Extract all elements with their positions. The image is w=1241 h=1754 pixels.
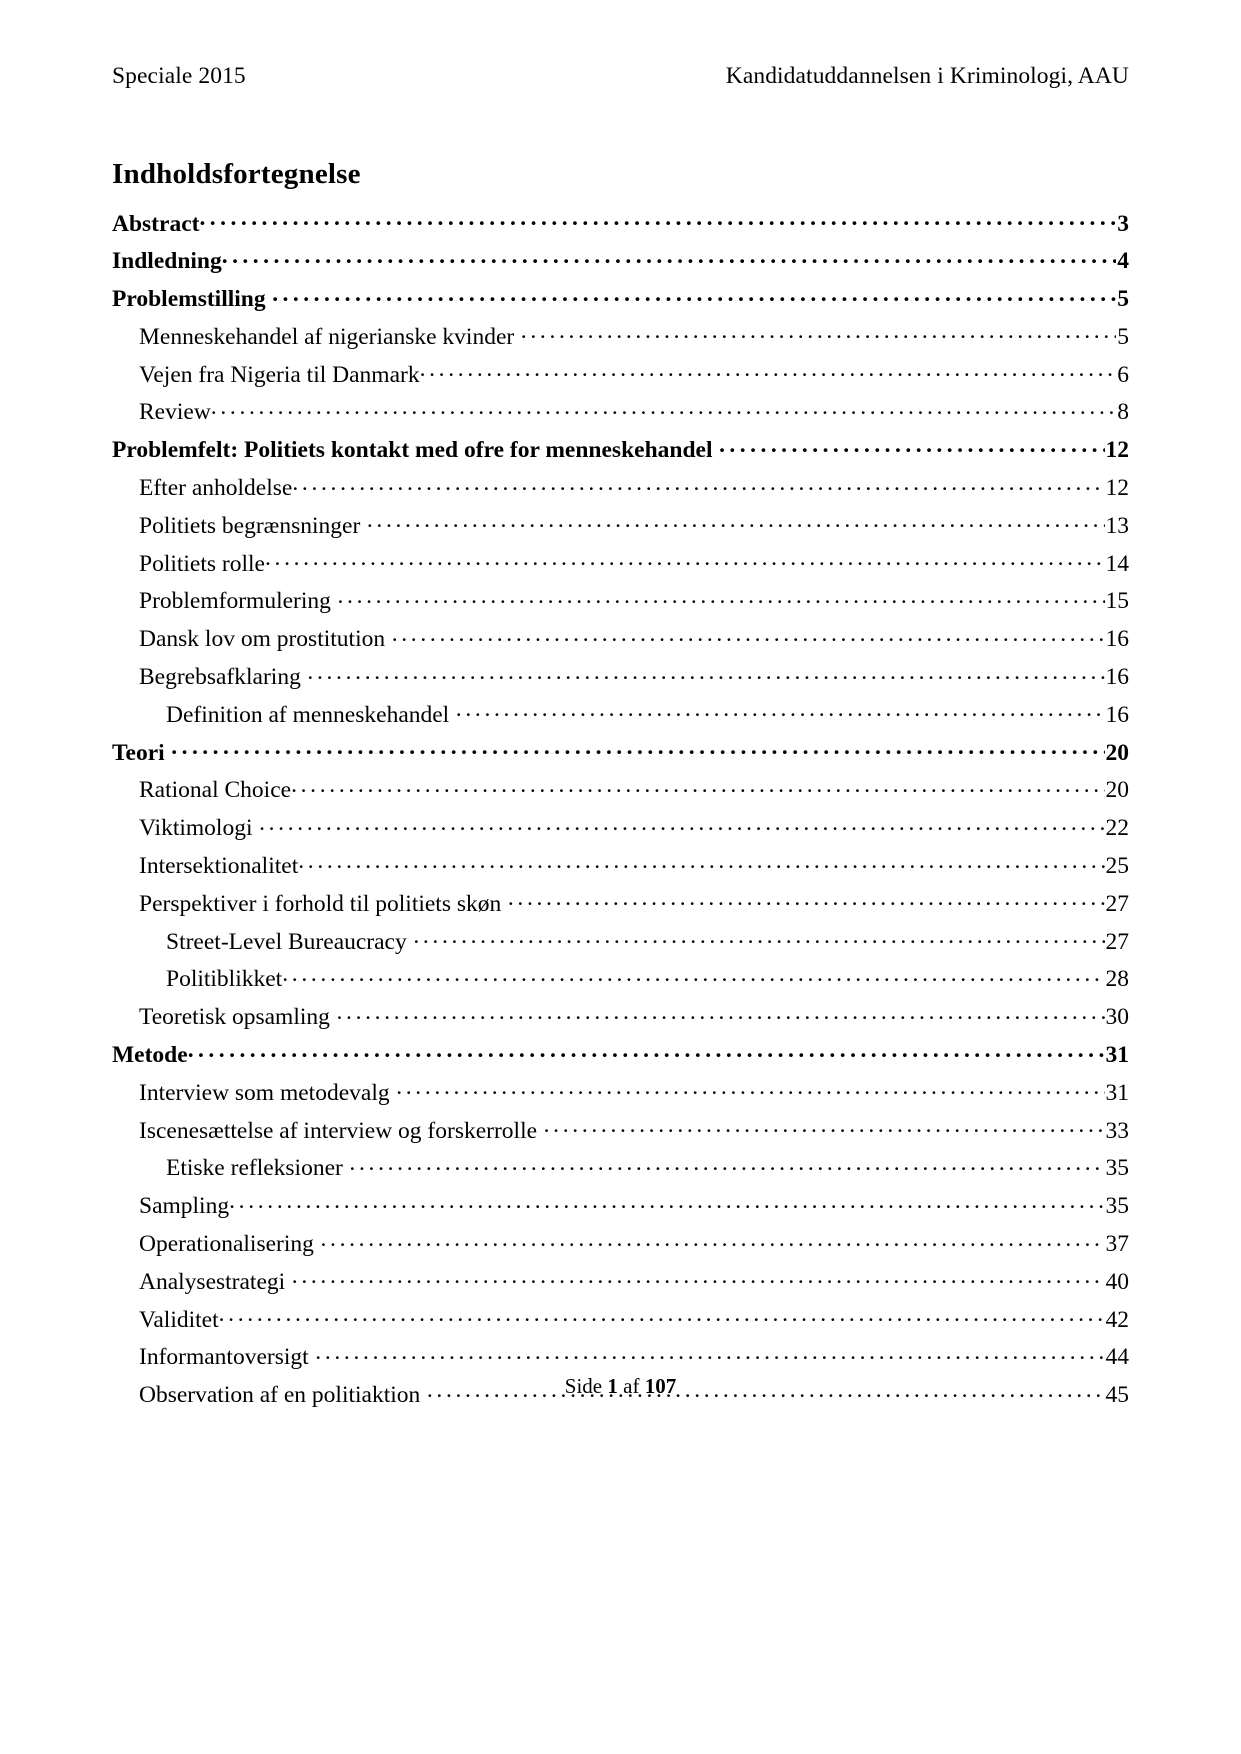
toc-leader-dots [292,1265,1105,1289]
toc-leader-dots [199,207,1116,231]
toc-leader-dots [320,1228,1104,1252]
footer-middle: af [617,1373,645,1398]
toc-entry[interactable] [112,547,1129,585]
toc-entry-page-number: 27 [1105,890,1129,917]
toc-leader-dots [282,963,1104,987]
toc-entry-page-number: 31 [1105,1042,1129,1069]
toc-entry-label: Teoretisk opsamling [139,1004,330,1031]
toc-leader-dots [420,358,1117,382]
toc-entry[interactable] [112,509,1129,547]
toc-entry-label: Definition af menneskehandel [166,701,450,728]
toc-entry-page-number: 5 [1117,286,1129,313]
toc-entry-label: Metode [112,1042,188,1069]
toc-leader-dots [298,850,1104,874]
toc-entry[interactable] [112,1228,1129,1266]
toc-entry-page-number: 16 [1105,664,1129,691]
toc-entry-page-number: 3 [1117,210,1129,237]
toc-leader-dots [396,1076,1104,1100]
toc-leader-dots [336,1001,1104,1025]
toc-entry-page-number: 20 [1105,777,1129,804]
toc-entry-page-number: 15 [1105,588,1129,615]
toc-entry-label: Sampling [139,1193,230,1220]
toc-leader-dots [456,698,1105,722]
toc-entry-label: Informantoversigt [139,1344,309,1371]
toc-entry-label: Abstract [112,210,200,237]
toc-leader-dots [337,585,1104,609]
toc-entry-label: Politiblikket [166,966,283,993]
toc-leader-dots [188,1039,1105,1063]
toc-leader-dots [508,887,1105,911]
toc-entry-label: Viktimologi [139,815,253,842]
footer-prefix: Side [564,1373,608,1398]
toc-leader-dots [392,623,1105,647]
toc-entry-page-number: 4 [1117,248,1129,275]
toc-leader-dots [521,320,1116,344]
toc-entry-label: Problemfelt: Politiets kontakt med ofre for menneskehandel [112,437,713,464]
toc-entry[interactable] [112,320,1129,358]
toc-entry-label: Dansk lov om prostitution [139,626,386,653]
page-title: Indholdsfortegnelse [112,158,361,190]
toc-entry-page-number: 20 [1105,739,1129,766]
toc-entry-label: Operationalisering [139,1231,314,1258]
toc-entry-label: Efter anholdelse [139,475,293,502]
toc-entry-label: Politiets begrænsninger [139,512,361,539]
toc-entry[interactable] [112,1152,1129,1190]
toc-leader-dots [367,509,1105,533]
toc-entry-page-number: 40 [1105,1268,1129,1295]
toc-entry-label: Observation af en politiaktion [139,1382,421,1409]
toc-leader-dots [265,547,1105,571]
toc-leader-dots [171,736,1104,760]
toc-entry-label: Street-Level Bureaucracy [166,928,407,955]
toc-entry-label: Analysestrategi [139,1268,286,1295]
toc-entry-page-number: 31 [1105,1079,1129,1106]
toc-entry[interactable] [112,358,1129,396]
toc-entry-label: Etiske refleksioner [166,1155,343,1182]
toc-entry-label: Politiets rolle [139,550,265,577]
toc-entry-page-number: 12 [1105,475,1129,502]
page-footer [112,1374,1129,1399]
toc-entry-page-number: 22 [1105,815,1129,842]
toc-entry[interactable] [112,1001,1129,1039]
toc-entry-page-number: 35 [1105,1155,1129,1182]
toc-entry-label: Intersektionalitet [139,853,299,880]
toc-leader-dots [222,245,1117,269]
toc-entry[interactable] [112,963,1129,1001]
toc-entry-label: Menneskehandel af nigerianske kvinder [139,323,515,350]
toc-leader-dots [211,396,1116,420]
page-content-area [112,0,1129,1754]
toc-entry-page-number: 27 [1105,928,1129,955]
toc-leader-dots [413,925,1104,949]
toc-entry-label: Begrebsafklaring [139,664,301,691]
table-of-contents [112,207,1129,1417]
toc-entry-label: Interview som metodevalg [139,1079,390,1106]
toc-entry[interactable] [112,396,1129,434]
toc-entry-page-number: 13 [1105,512,1129,539]
toc-entry-label: Problemstilling [112,286,266,313]
toc-leader-dots [259,812,1104,836]
toc-entry[interactable] [112,1303,1129,1341]
toc-entry-page-number: 28 [1105,966,1129,993]
toc-leader-dots [349,1152,1104,1176]
footer-current-page: 1 [607,1373,618,1398]
toc-entry-page-number: 14 [1105,550,1129,577]
toc-entry-label: Problemformulering [139,588,331,615]
toc-leader-dots [272,283,1116,307]
toc-entry[interactable] [112,283,1129,321]
toc-entry[interactable] [112,698,1129,736]
toc-entry[interactable] [112,1190,1129,1228]
toc-entry-page-number: 5 [1117,323,1129,350]
toc-entry[interactable] [112,661,1129,699]
toc-leader-dots [291,774,1104,798]
toc-entry-label: Teori [112,739,165,766]
toc-entry-page-number: 37 [1105,1231,1129,1258]
toc-entry-page-number: 16 [1105,701,1129,728]
header-right-text: Kandidatuddannelsen i Kriminologi, AAU [725,63,1129,89]
toc-entry-page-number: 6 [1117,361,1129,388]
toc-entry-label: Vejen fra Nigeria til Danmark [139,361,420,388]
toc-entry-label: Validitet [139,1306,219,1333]
toc-entry[interactable] [112,245,1129,283]
toc-entry[interactable] [112,1114,1129,1152]
running-header [112,62,1129,90]
footer-total-pages: 107 [644,1373,677,1398]
toc-leader-dots [315,1341,1104,1365]
toc-entry[interactable] [112,925,1129,963]
toc-entry-page-number: 25 [1105,853,1129,880]
toc-leader-dots [292,472,1104,496]
header-left-text: Speciale 2015 [112,63,246,89]
toc-leader-dots [307,661,1104,685]
toc-entry-page-number: 33 [1105,1117,1129,1144]
toc-entry-label: Indledning [112,248,222,275]
toc-leader-dots [229,1190,1104,1214]
toc-entry-label: Iscenesættelse af interview og forskerrolle [139,1117,538,1144]
toc-leader-dots [219,1303,1105,1327]
toc-entry-label: Perspektiver i forhold til politiets skøn [139,890,502,917]
toc-entry-page-number: 45 [1105,1382,1129,1409]
toc-entry-page-number: 44 [1105,1344,1129,1371]
toc-entry[interactable] [112,585,1129,623]
toc-entry[interactable] [112,887,1129,925]
toc-entry[interactable] [112,812,1129,850]
toc-entry-page-number: 12 [1105,437,1129,464]
toc-leader-dots [544,1114,1105,1138]
toc-entry[interactable] [112,472,1129,510]
toc-entry[interactable] [112,623,1129,661]
toc-entry-label: Review [139,399,211,426]
toc-entry[interactable] [112,1039,1129,1077]
toc-entry[interactable] [112,774,1129,812]
toc-entry-label: Rational Choice [139,777,292,804]
toc-entry-page-number: 42 [1105,1306,1129,1333]
toc-entry-page-number: 8 [1117,399,1129,426]
toc-entry[interactable] [112,850,1129,888]
toc-entry[interactable] [112,434,1129,472]
toc-entry-page-number: 30 [1105,1004,1129,1031]
toc-entry[interactable] [112,207,1129,245]
toc-entry[interactable] [112,736,1129,774]
toc-entry-page-number: 35 [1105,1193,1129,1220]
toc-leader-dots [719,434,1104,458]
toc-entry-page-number: 16 [1105,626,1129,653]
toc-entry[interactable] [112,1076,1129,1114]
toc-entry[interactable] [112,1265,1129,1303]
